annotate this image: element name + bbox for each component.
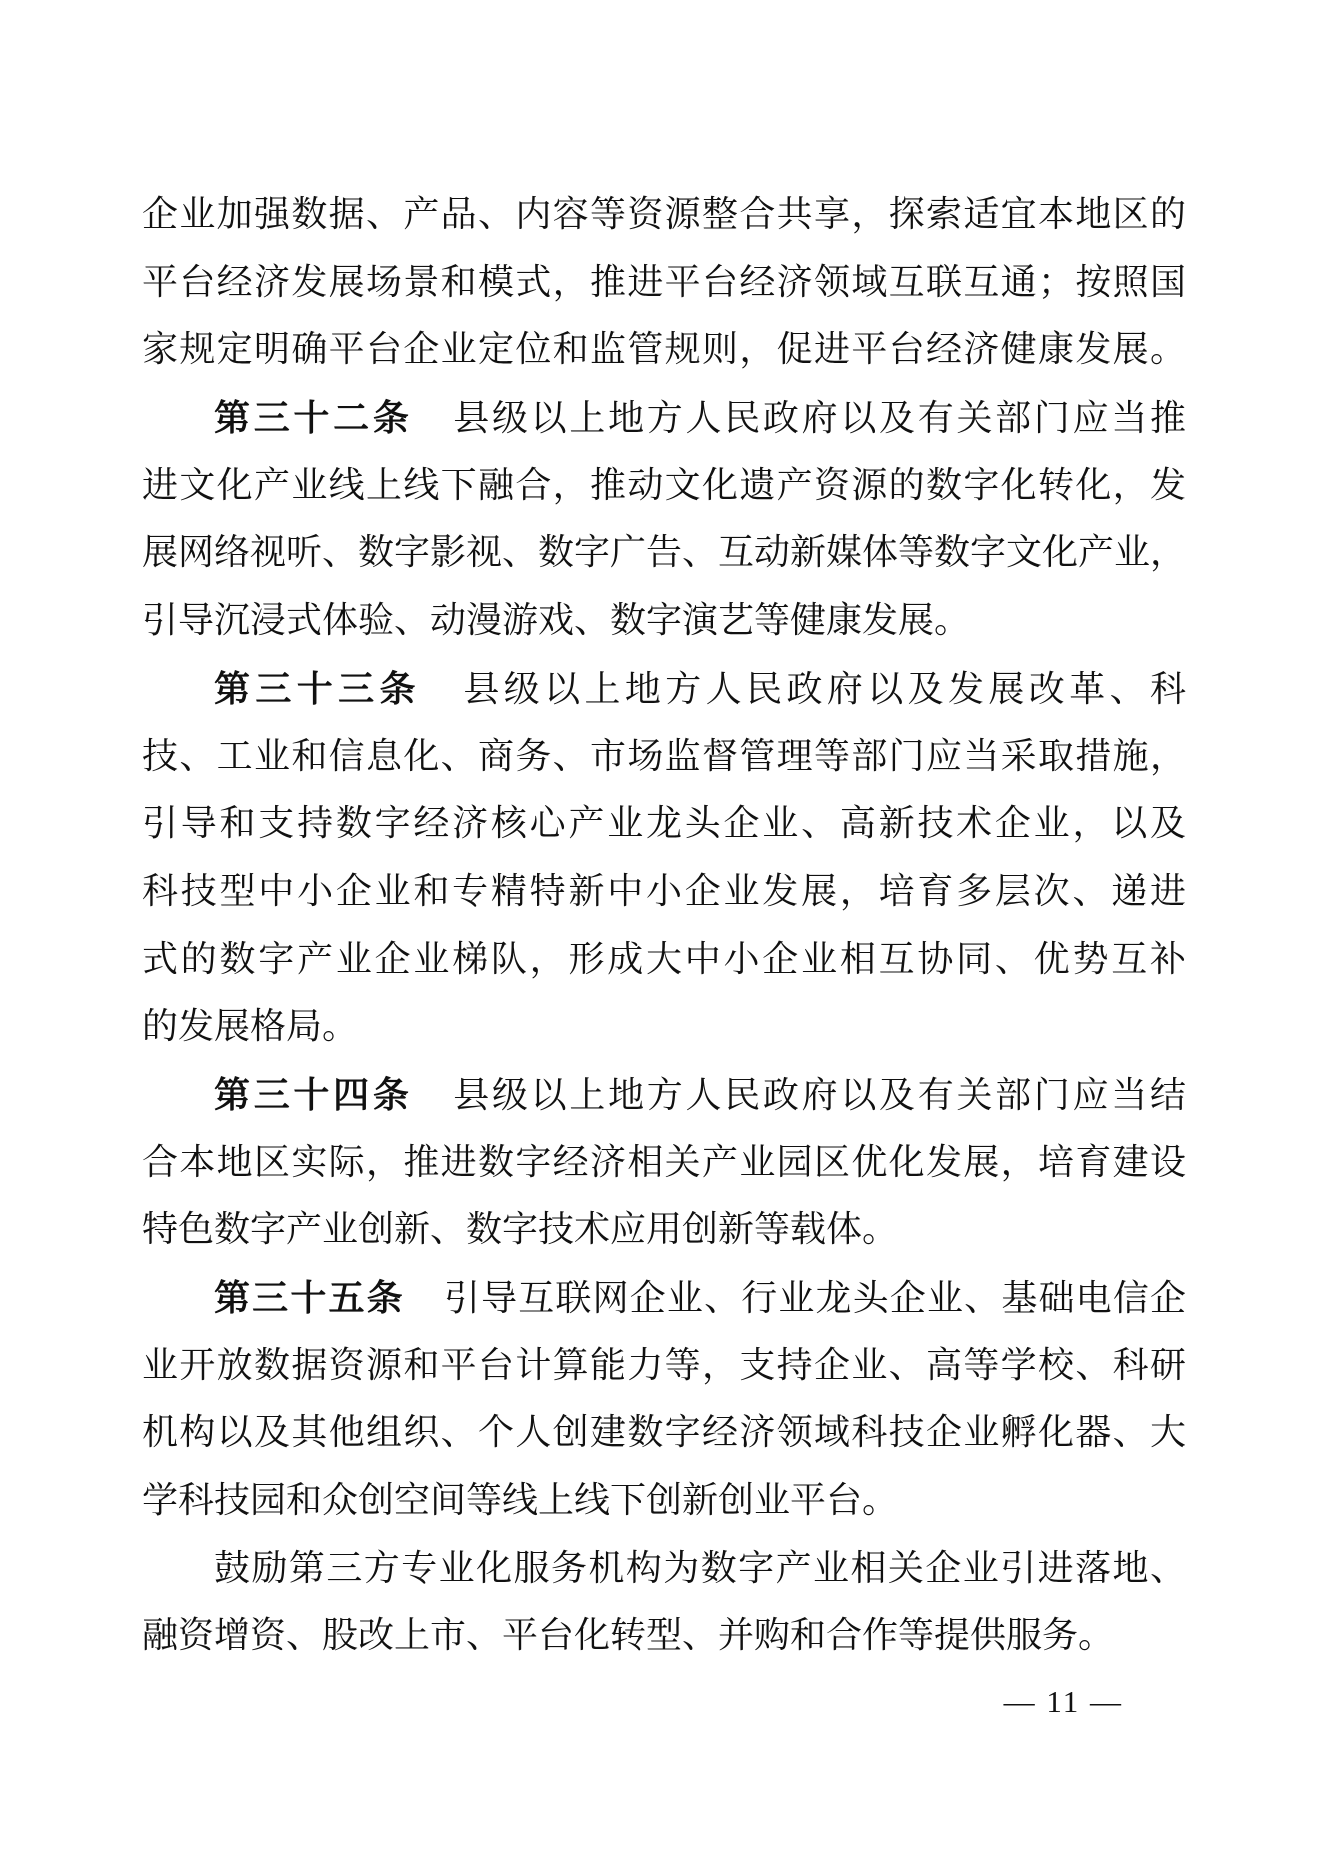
page-number: — 11 —	[1003, 1684, 1123, 1719]
text-run: 引导互联网企业、行业龙头企业、基础电信企	[442, 1278, 1186, 1318]
text-line: 业开放数据资源和平台计算能力等，支持企业、高等学校、科研	[142, 1344, 1186, 1385]
text-line: 展网络视听、数字影视、数字广告、互动新媒体等数字文化产业，	[142, 532, 1186, 573]
text-line: 家规定明确平台企业定位和监管规则，促进平台经济健康发展。	[142, 329, 1186, 370]
text-line: 机构以及其他组织、个人创建数字经济领域科技企业孵化器、大	[142, 1412, 1186, 1453]
text-line: 引导和支持数字经济核心产业龙头企业、高新技术企业，以及	[142, 803, 1186, 844]
article-34-number: 第三十四条	[214, 1073, 413, 1115]
text-run: 县级以上地方人民政府以及有关部门应当结	[450, 1074, 1186, 1115]
text-run: 县级以上地方人民政府以及发展改革、科	[458, 668, 1186, 709]
text-line: 融资增资、股改上市、平台化转型、并购和合作等提供服务。	[142, 1615, 1115, 1656]
text-line: 平台经济发展场景和模式，推进平台经济领域互联互通；按照国	[142, 261, 1186, 302]
paragraph-article-33	[142, 655, 1186, 1061]
article-32-number: 第三十二条	[214, 397, 413, 439]
text-line: 学科技园和众创空间等线上线下创新创业平台。	[142, 1480, 899, 1521]
text-line	[142, 384, 1186, 452]
paragraph-article-34	[142, 1061, 1186, 1264]
article-35-number: 第三十五条	[214, 1277, 405, 1318]
text-line: 科技型中小企业和专精特新中小企业发展，培育多层次、递进	[142, 870, 1186, 911]
text-line	[142, 1061, 1186, 1129]
paragraph-continuation	[142, 181, 1186, 384]
text-line: 进文化产业线上线下融合，推动文化遗产资源的数字化转化，发	[142, 464, 1186, 505]
text-run: 县级以上地方人民政府以及有关部门应当推	[450, 398, 1186, 439]
text-line	[142, 1264, 1186, 1332]
paragraph-article-32	[142, 384, 1186, 655]
text-line: 技、工业和信息化、商务、市场监督管理等部门应当采取措施，	[142, 735, 1186, 776]
text-line	[142, 655, 1186, 723]
paragraph-article-35	[142, 1264, 1186, 1535]
paragraph-encourage	[142, 1535, 1186, 1670]
text-line: 引导沉浸式体验、动漫游戏、数字演艺等健康发展。	[142, 600, 971, 641]
text-line: 式的数字产业企业梯队，形成大中小企业相互协同、优势互补	[142, 938, 1186, 979]
text-line: 特色数字产业创新、数字技术应用创新等载体。	[142, 1209, 899, 1250]
text-line: 企业加强数据、产品、内容等资源整合共享，探索适宜本地区的	[142, 194, 1186, 234]
document-body	[142, 181, 1186, 1670]
text-line: 的发展格局。	[142, 1006, 359, 1047]
text-line: 鼓励第三方专业化服务机构为数字产业相关企业引进落地、	[214, 1547, 1186, 1588]
article-33-number: 第三十三条	[214, 667, 421, 709]
text-line: 合本地区实际，推进数字经济相关产业园区优化发展，培育建设	[142, 1141, 1186, 1182]
